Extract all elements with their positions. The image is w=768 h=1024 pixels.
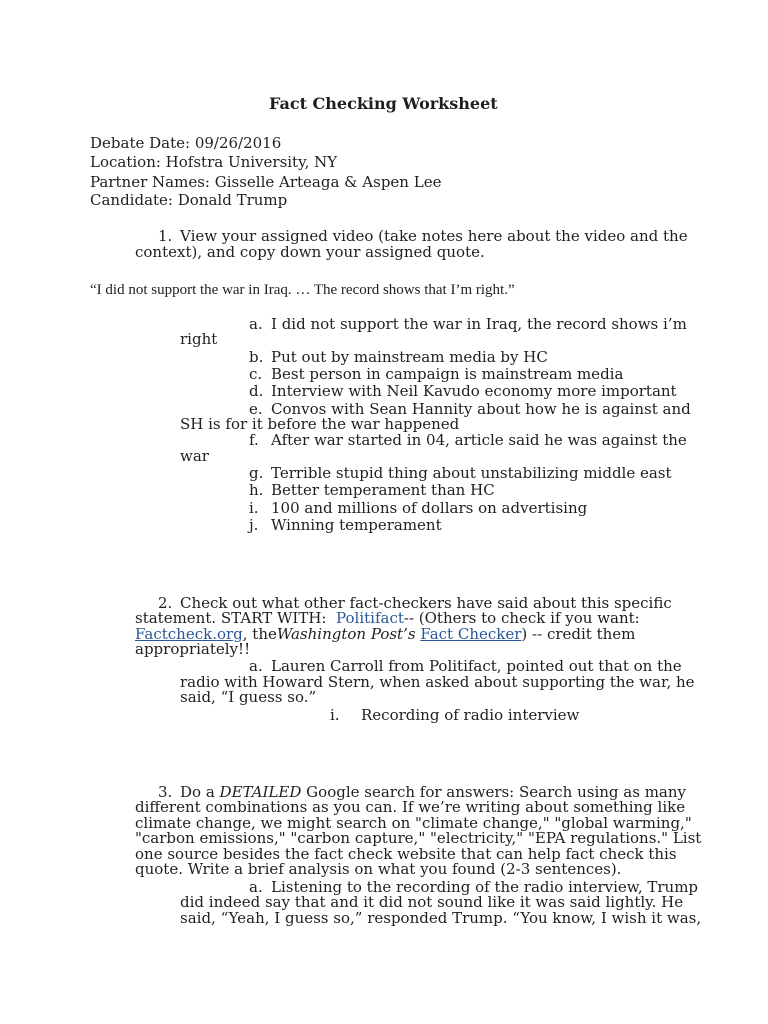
q3-line2: different combinations as you can. If we’re writing about something like — [135, 798, 686, 816]
factcheck-link[interactable]: Factcheck.org — [135, 625, 243, 643]
partner-names: Partner Names: Gisselle Arteaga & Aspen Lee — [90, 173, 442, 191]
q3-line6: quote. Write a brief analysis on what you found (2-3 sentences). — [135, 860, 622, 878]
note-continuation: war — [180, 447, 209, 465]
note-text: Better temperament than HC — [271, 481, 495, 499]
washington-post-label: Washington Post’s — [276, 625, 416, 643]
assigned-quote: “I did not support the war in Iraq. … The record shows that I’m right.” — [90, 282, 515, 298]
note-text: Terrible stupid thing about unstabilizing middle east — [271, 464, 672, 482]
note-marker: c. — [249, 365, 263, 383]
q2-a-marker: a. — [249, 657, 263, 675]
note-text: Put out by mainstream media by HC — [271, 348, 548, 366]
q2-a-line2: radio with Howard Stern, when asked about supporting the war, he — [180, 673, 695, 691]
q3-line5: one source besides the fact check website that can help fact check this — [135, 845, 677, 863]
debate-date: Debate Date: 09/26/2016 — [90, 134, 282, 152]
q3-line3: climate change, we might search on "climate change," "global warming," — [135, 814, 692, 832]
q2-line1: Check out what other fact-checkers have said about this specific — [180, 594, 672, 612]
q3-a-marker: a. — [249, 878, 263, 896]
note-marker: j. — [249, 516, 259, 534]
note-text: Interview with Neil Kavudo economy more important — [271, 382, 677, 400]
note-text: After war started in 04, article said he was against the — [271, 431, 687, 449]
q2-i-marker: i. — [330, 706, 340, 724]
note-continuation: SH is for it before the war happened — [180, 415, 460, 433]
note-text: Winning temperament — [271, 516, 442, 534]
candidate: Candidate: Donald Trump — [90, 191, 288, 209]
q1-line2: context), and copy down your assigned quote. — [135, 243, 485, 261]
note-text: 100 and millions of dollars on advertising — [271, 499, 588, 517]
note-marker: e. — [249, 400, 263, 418]
note-continuation: right — [180, 330, 218, 348]
q3-detailed: DETAILED — [219, 783, 302, 801]
q3-google-search: Google search for answers: Search using as many — [301, 783, 687, 801]
politifact-link[interactable]: Politifact — [336, 609, 404, 627]
q2-a-line3: said, “I guess so.” — [180, 688, 317, 706]
note-marker: h. — [249, 481, 264, 499]
worksheet-title: Fact Checking Worksheet — [269, 94, 498, 113]
note-marker: d. — [249, 382, 264, 400]
note-text: Convos with Sean Hannity about how he is against and — [271, 400, 691, 418]
q2-i-text: Recording of radio interview — [361, 706, 580, 724]
location: Location: Hofstra University, NY — [90, 153, 338, 171]
q3-a-line3: said, “Yeah, I guess so,” responded Trump. “You know, I wish it was, — [180, 909, 702, 927]
q2-number: 2. — [158, 594, 173, 612]
q2-a-line1: Lauren Carroll from Politifact, pointed out that on the — [271, 657, 682, 675]
note-marker: g. — [249, 464, 264, 482]
q2-credit: ) -- credit them — [521, 625, 636, 643]
q3-do-a: Do a — [180, 783, 220, 801]
q3-number: 3. — [158, 783, 173, 801]
q2-others: -- (Others to check if you want: — [403, 609, 640, 627]
fact-checker-link[interactable]: Fact Checker — [420, 625, 522, 643]
note-text: I did not support the war in Iraq, the record shows i’m — [271, 315, 687, 333]
q3-line4: "carbon emissions," "carbon capture," "electricity," "EPA regulations." List — [135, 829, 702, 847]
note-marker: b. — [249, 348, 264, 366]
q2-line4: appropriately!! — [135, 640, 251, 658]
q1-number: 1. — [158, 227, 173, 245]
note-marker: f. — [249, 431, 259, 449]
q3-a-line2: did indeed say that and it did not sound like it was said lightly. He — [180, 893, 684, 911]
q3-a-line1: Listening to the recording of the radio interview, Trump — [271, 878, 699, 896]
q1-line1: View your assigned video (take notes here about the video and the — [180, 227, 688, 245]
note-marker: i. — [249, 499, 259, 517]
note-marker: a. — [249, 315, 263, 333]
q2-start-with: statement. START WITH: — [135, 609, 337, 627]
q2-the: , the — [242, 625, 277, 643]
note-text: Best person in campaign is mainstream media — [271, 365, 624, 383]
